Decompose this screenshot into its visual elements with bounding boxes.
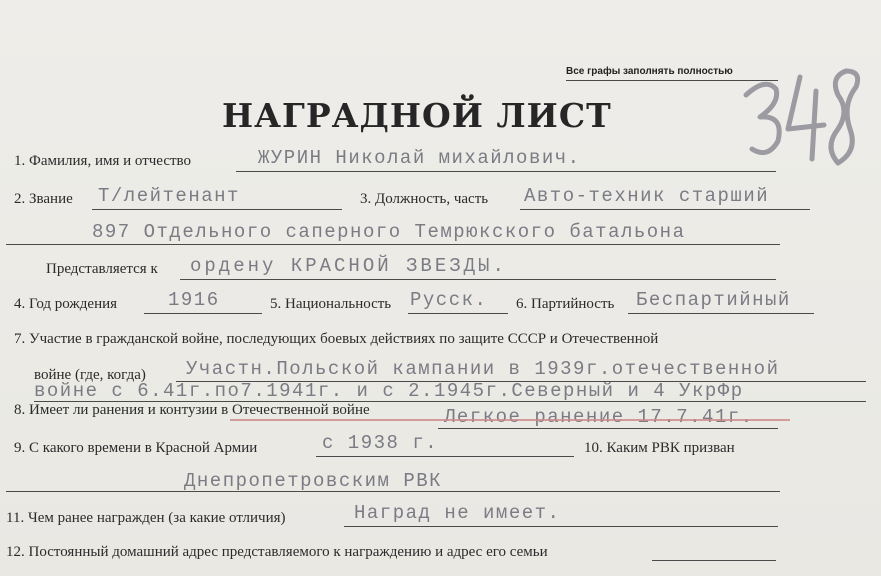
unit-line [6,244,780,245]
field-2-line [92,209,342,210]
field-5-label: 5. Национальность [270,296,392,312]
field-1-label: 1. Фамилия, имя и отчество [14,153,192,169]
field-5-value: Русск. [410,289,488,311]
field-6-value: Беспартийный [636,289,791,311]
nominated-value: ордену КРАСНОЙ ЗВЕЗДЫ. [190,255,507,277]
field-2-value: Т/лейтенант [98,185,240,207]
field-9-line [316,456,574,457]
document-title: НАГРАДНОЙ ЛИСТ [222,96,612,135]
field-2-label: 2. Звание [14,191,73,207]
field-7-value-line2: войне с 6.41г.по7.1941г. и с 2.1945г.Северный и 4 УкрФр [34,380,744,402]
field-5-line [408,313,508,314]
field-4-value: 1916 [168,289,220,311]
field-7-label-line1: 7. Участие в гражданской войне, последующих боевых действиях по защите СССР и Отечественной [14,331,659,347]
field-6-line [628,313,814,314]
field-9-label: 9. С какого времени в Красной Армии [14,440,258,456]
field-8-value: Легкое ранение 17.7.41г. [444,406,754,428]
field-10-label: 10. Каким РВК призван [584,440,735,456]
field-12-line [652,560,776,561]
field-7-value-line1: Участн.Польской кампании в 1939г.отечественной [186,358,780,380]
field-8-line [438,428,778,429]
unit-value: 897 Отдельного саперного Темрюкского батальона [92,221,686,243]
field-10-line [6,491,780,492]
field-7-label-line2: войне (где, когда) [34,367,146,383]
field-11-value: Наград не имеет. [354,502,561,524]
field-12-label: 12. Постоянный домашний адрес представляемого к награждению и адрес его семьи [6,544,548,560]
field-9-value: с 1938 г. [322,432,439,454]
field-10-value: Днепропетровским РВК [184,470,443,492]
handwritten-number-348 [738,55,868,185]
field-11-label: 11. Чем ранее награжден (за какие отличия) [6,510,286,526]
nominated-label: Представляется к [46,261,158,277]
field-1-line [236,171,776,172]
field-3-line [520,209,810,210]
field-3-label: 3. Должность, часть [360,191,489,207]
field-8-red-underline [230,419,790,421]
nominated-line [180,279,776,280]
field-3-value: Авто-техник старший [524,185,770,207]
field-6-label: 6. Партийность [516,296,615,312]
field-4-label: 4. Год рождения [14,296,118,312]
field-8-label: 8. Имеет ли ранения и контузии в Отечественной войне [14,402,370,418]
fill-all-fields-note: Все графы заполнять полностью [566,66,733,77]
field-4-line [144,313,262,314]
field-11-line [344,526,778,527]
field-1-value: ЖУРИН Николай михайлович. [258,147,581,169]
